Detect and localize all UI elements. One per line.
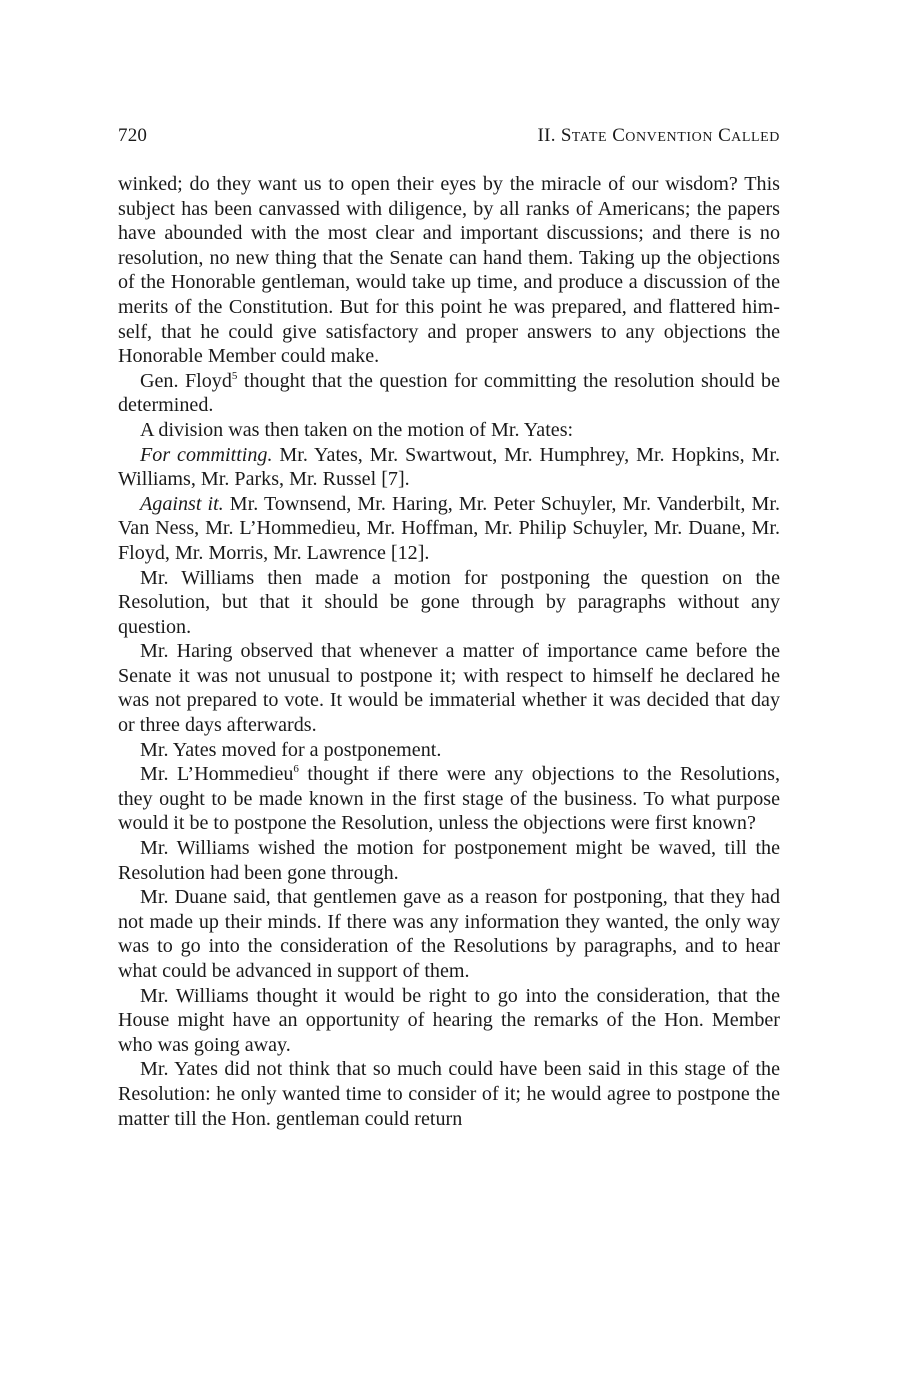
paragraph-floyd: Gen. Floyd$^5$ thought that the question for committing the resolution should be determined. [118,369,781,417]
section-numeral: II. [537,125,556,146]
vote-label: Against it. [140,492,224,515]
footnote-marker: 5 [231,369,238,382]
paragraph-lhommedieu: Mr. L’Hommedieu$^6$ thought if there were any objections to the Resolutions, they ought to be made known in the first stage of the business. To what purpose would it be to postpone the Resolution, unless the objections were first known? [118,763,780,835]
paragraph: Mr. Yates moved for a postponement. [140,738,442,761]
section-word: CALLED [718,125,780,146]
paragraph-vote-against: Against it. Mr. Townsend, Mr. Haring, Mr. Peter Schuyler, Mr. Vanderbilt, Mr. Van Ness, Mr. L’Hommedieu, Mr. Hoffman, Mr. Philip Schuyler, Mr. Duane, Mr. Floyd, Mr. Morris, Mr. Lawrence [12]. [118,492,780,564]
section-word: CONVENTION [612,125,714,146]
paragraph: Mr. Yates did not think that so much could have been said in this stage of the Resolution: he only wanted time to consider of it; he would agree to postpone the matter till the Hon. gentleman could return [118,1058,780,1130]
footnote-marker: 6 [293,763,299,776]
page-number: 720 [118,125,148,146]
vote-label: For committing. [140,443,273,466]
paragraph: Mr. Williams thought it would be right to go into the consideration, that the House might have an opportunity of hearing the remarks of the Hon. Member who was going away. [118,984,780,1056]
running-head [118,124,780,148]
paragraph: Mr. Williams then made a motion for postponing the question on the Resolution, but that it should be gone through by paragraphs without any question. [118,566,780,638]
document-page [118,124,780,1131]
paragraph-division: A division was then taken on the motion of Mr. Yates: [140,418,574,441]
paragraph: Mr. Haring observed that whenever a matter of importance came before the Senate it was not unusual to postpone it; with respect to himself he declared he was not prepared to vote. It would be immaterial whether it was decided that day or three days afterwards. [118,640,780,737]
section-title [537,124,780,150]
paragraph: Mr. Williams wished the motion for postponement might be waved, till the Resolution had been gone through. [118,837,780,884]
paragraph-continuation: winked; do they want us to open their eyes by the miracle of our wisdom? This subject has been canvassed with diligence, by all ranks of Americans; the papers have abounded with the most clear and important discussions; and there is no resolution, no new thing that the Senate can hand them. Taking up the objections of the Honorable gentleman, would take up time, and produce a discussion of the merits of the Constitution. But for this point he was prepared, and flattered himself, that he could give satisfactory and proper answers to any objections the Honorable Member could make. [118,173,780,368]
section-word: STATE [560,125,608,146]
paragraph-vote-for: For committing. Mr. Yates, Mr. Swartwout, Mr. Humphrey, Mr. Hopkins, Mr. Williams, Mr. Parks, Mr. Russel [7]. [118,443,780,491]
body-text [118,172,780,1131]
paragraph: Mr. Duane said, that gentlemen gave as a reason for postponing, that they had not made up their minds. If there was any information they wanted, the only way was to go into the consideration of the Resolutions by paragraphs, and to hear what could be advanced in support of them. [118,886,780,982]
